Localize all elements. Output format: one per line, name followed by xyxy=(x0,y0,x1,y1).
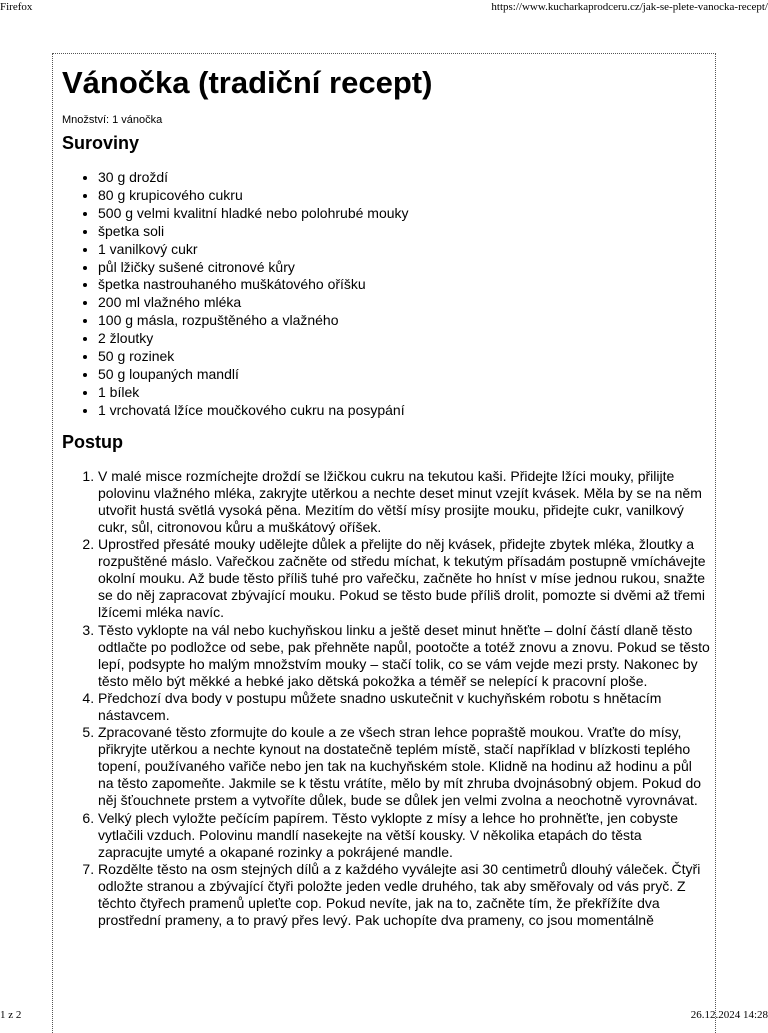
step-item: 6. Velký plech vyložte pečícím papírem. Těsto vyklopte z mísy a lehce ho prohněťte, jen cobyste vytlačili vzduch. Polovinu mandlí nasekejte na větší kousky. V několika etapách do těsta zapracujte umyté a okapané rozinky a pokrájené mandle. xyxy=(98,810,710,861)
print-datetime: 26.12.2024 14:28 xyxy=(690,1009,768,1021)
ingredient-item: • 1 vrchovatá lžíce moučkového cukru na posypání xyxy=(98,402,710,420)
ingredient-item: • špetka nastrouhaného muškátového oříšku xyxy=(98,276,710,294)
ingredient-item: • 30 g droždí xyxy=(98,169,710,187)
ingredients-heading: Suroviny xyxy=(62,133,140,153)
step-item: 3. Těsto vyklopte na vál nebo kuchyňskou linku a ještě deset minut hněťte – dolní částí dlaně těsto odtlačte po podložce od sebe, pak přehněte napůl, pootočte a totéž znovu a znovu. Pokud se těsto lepí, podsypte ho malým množstvím mouky – stačí tolik, co se vám vejde mezi prsty. Nakonec by těsto mělo být měkké a hebké jako dětská pokožka a téměř se nelepící k pracovní ploše. xyxy=(98,622,710,690)
ingredient-item: • půl lžičky sušené citronové kůry xyxy=(98,259,710,277)
ingredient-item: • 50 g loupaných mandlí xyxy=(98,366,710,384)
step-item: 5. Zpracované těsto zformujte do koule a ze všech stran lehce popraště moukou. Vraťte do mísy, přikryjte utěrkou a nechte kynout na dostatečně teplém místě, stačí například v blízkosti teplého topení, používaného vařiče nebo jen tak na kuchyňském stole. Klidně na hodinu až hodinu a půl na těsto zapomeňte. Jakmile se k těstu vrátíte, mělo by mít zhruba dvojnásobný objem. Pokud do něj šťouchnete prstem a vytvoříte důlek, bude se důlek jen velmi zvolna a neochotně vyrovnávat. xyxy=(98,724,710,809)
ingredient-item: • 2 žloutky xyxy=(98,330,710,348)
print-header-app: Firefox xyxy=(0,1,33,13)
ingredient-item: • 500 g velmi kvalitní hladké nebo polohrubé mouky xyxy=(98,205,710,223)
steps-heading: Postup xyxy=(62,431,123,452)
ingredient-item: • 200 ml vlažného mléka xyxy=(98,294,710,312)
ingredient-item: • 1 bílek xyxy=(98,384,710,402)
step-item: 2. Uprostřed přesáté mouky udělejte důlek a přelijte do něj kvásek, přidejte zbytek mléka, žloutky a rozpuštěné máslo. Vařečkou začněte od středu míchat, k tekutým přísadám postupně vmíchávejte okolní mouku. Až bude těsto příliš tuhé pro vařečku, začněte ho hníst v míse jednou rukou, snažte se do něj zapracovat zbývající mouku. Pokud se těsto bude příliš drolit, pomozte si dvěmi až třemi lžícemi mléka navíc. xyxy=(98,536,710,621)
print-footer xyxy=(0,1009,768,1024)
step-item: 1. V malé misce rozmíchejte droždí se lžičkou cukru na tekutou kaši. Přidejte lžíci mouky, přilijte polovinu vlažného mléka, zakryjte utěrkou a nechte deset minut vzejít kvásek. Měla by se na něm utvořit hustá světlá vysoká pěna. Mezitím do větší mísy prosijte mouku, přidejte cukr, vanilkový cukr, sůl, citronovou kůru a muškátový oříšek. xyxy=(98,468,710,536)
ingredient-item: • 100 g másla, rozpuštěného a vlažného xyxy=(98,312,710,330)
page-number: 1 z 2 xyxy=(0,1009,22,1021)
print-header xyxy=(0,0,768,18)
quantity-text: Množství: 1 vánočka xyxy=(62,114,163,126)
ingredient-item: • 50 g rozinek xyxy=(98,348,710,366)
ingredient-item: • špetka soli xyxy=(98,223,710,241)
steps-list xyxy=(62,468,710,930)
step-item: 4. Předchozí dva body v postupu můžete snadno uskutečnit v kuchyňském robotu s hnětacím nástavcem. xyxy=(98,690,710,724)
page-title: Vánočka (tradiční recept) xyxy=(62,65,433,100)
print-header-url: https://www.kucharkaprodceru.cz/jak-se-plete-vanocka-recept/ xyxy=(491,1,768,13)
step-item: 7. Rozdělte těsto na osm stejných dílů a z každého vyválejte asi 30 centimetrů dlouhý váleček. Čtyři odložte stranou a zbývající čtyři položte jeden vedle druhého, tak aby směřovaly od vás pryč. Z těchto čtyřech pramenů upleťte cop. Pokud nevíte, jak na to, začněte tím, že překřížíte dva prostřední prameny, a to pravý přes levý. Pak uchopíte dva prameny, co jsou momentálně xyxy=(98,861,710,929)
recipe-content xyxy=(62,60,710,929)
ingredient-item: • 1 vanilkový cukr xyxy=(98,241,710,259)
ingredients-list xyxy=(62,169,710,420)
ingredient-item: • 80 g krupicového cukru xyxy=(98,187,710,205)
